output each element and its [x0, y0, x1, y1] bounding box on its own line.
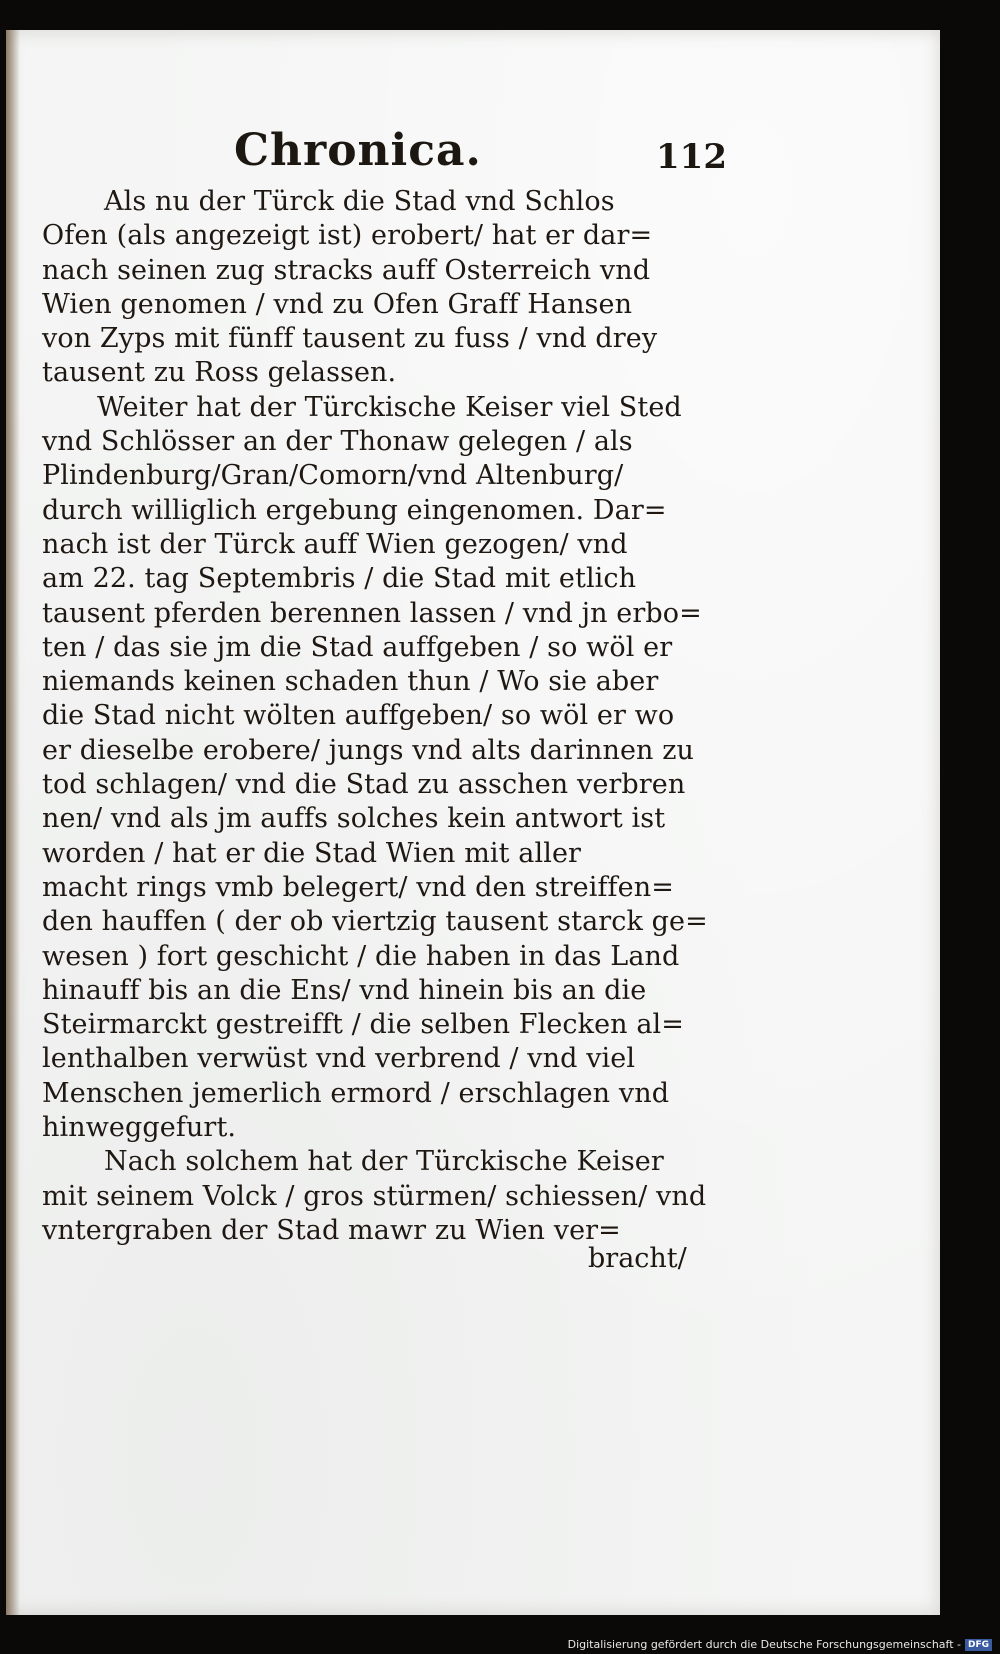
text-line: nach seinen zug stracks auff Osterreich vnd [42, 254, 651, 286]
text-line: lenthalben verwüst vnd verbrend / vnd viel [42, 1043, 636, 1075]
text-line: niemands keinen schaden thun / Wo sie aber [42, 666, 659, 698]
text-line: wesen ) fort geschicht / die haben in das Land [42, 940, 680, 972]
credit-text: Digitalisierung gefördert durch die Deutsche Forschungsgemeinschaft - [567, 1638, 961, 1651]
text-line: worden / hat er die Stad Wien mit aller [42, 837, 582, 869]
text-line: von Zyps mit fünff tausent zu fuss / vnd drey [42, 323, 658, 355]
text-line: die Stad nicht wölten auffgeben/ so wöl er wo [42, 700, 675, 732]
text-line: nen/ vnd als jm auffs solches kein antwort ist [42, 803, 666, 835]
text-line: durch williglich ergebung eingenomen. Dar= [42, 494, 667, 526]
text-line: Menschen jemerlich ermord / erschlagen vnd [42, 1077, 670, 1109]
text-line: tausent zu Ross gelassen. [42, 357, 397, 389]
text-line: mit seinem Volck / gros stürmen/ schiessen/ vnd [42, 1180, 707, 1212]
page-gutter-shadow [6, 30, 20, 1615]
text-line: vnd Schlösser an der Thonaw gelegen / als [42, 426, 633, 458]
text-line: Ofen (als angezeigt ist) erobert/ hat er dar= [42, 220, 653, 252]
running-head: Chronica. [234, 125, 482, 176]
book-page [6, 30, 940, 1615]
text-line: tausent pferden berennen lassen / vnd jn erbo= [42, 597, 702, 629]
text-line: Wien genomen / vnd zu Ofen Graff Hansen [42, 288, 633, 320]
digitization-credit [568, 1638, 992, 1651]
text-line: tod schlagen/ vnd die Stad zu asschen verbren [42, 769, 686, 801]
page-header [6, 125, 940, 185]
text-line: den hauffen ( der ob viertzig tausent starck ge= [42, 906, 708, 938]
dfg-logo: DFG [965, 1639, 992, 1651]
main-text [42, 185, 732, 1248]
text-line: Nach solchem hat der Türckische Keiser [104, 1146, 664, 1178]
text-line: Plindenburg/Gran/Comorn/vnd Altenburg/ [42, 460, 624, 492]
text-line: Als nu der Türck die Stad vnd Schlos [104, 186, 615, 217]
text-line: hinweggefurt. [42, 1112, 237, 1144]
text-line: Steirmarckt gestreifft / die selben Flecken al= [42, 1009, 684, 1041]
page-number: 112 [656, 137, 727, 177]
text-line: nach ist der Türck auff Wien gezogen/ vnd [42, 528, 628, 560]
text-line: vntergraben der Stad mawr zu Wien ver= [42, 1214, 621, 1246]
text-line: er dieselbe erobere/ jungs vnd alts darinnen zu [42, 734, 695, 766]
text-line: Weiter hat der Türckische Keiser viel Sted [97, 391, 682, 423]
text-line: ten / das sie jm die Stad auffgeben / so wöl er [42, 631, 673, 663]
text-line: hinauff bis an die Ens/ vnd hinein bis an die [42, 974, 647, 1006]
text-line: macht rings vmb belegert/ vnd den streiffen= [42, 871, 674, 903]
text-line: am 22. tag Septembris / die Stad mit etlich [42, 563, 637, 595]
catchword: bracht/ [588, 1243, 687, 1274]
